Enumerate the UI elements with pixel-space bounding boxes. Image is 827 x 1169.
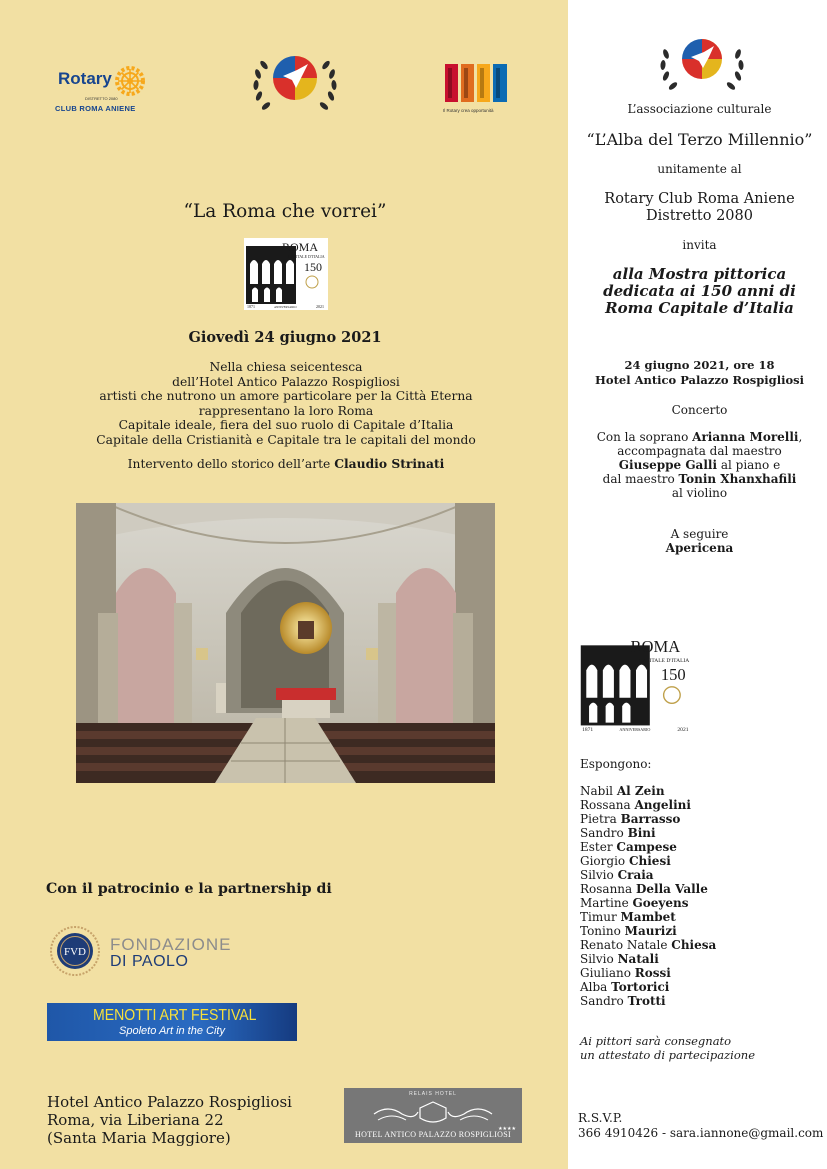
artist-last: Bini <box>627 826 656 840</box>
mostra-line: dedicata ai 150 anni di <box>603 282 796 300</box>
artist-last: Tortorici <box>611 980 670 994</box>
note-line: un attestato di partecipazione <box>580 1048 755 1062</box>
relais-stars: ★★★★ <box>498 1126 516 1132</box>
roma-150-logo-icon <box>244 238 328 310</box>
event-where: Hotel Antico Palazzo Rospigliosi <box>595 373 804 387</box>
artist-first: Rosanna <box>580 882 633 896</box>
colored-doors-icon <box>443 60 513 106</box>
unitamente-label: unitamente al <box>657 162 742 176</box>
alba-laurel-logo-small-icon <box>657 36 747 98</box>
concerto-label: Concerto <box>671 403 728 417</box>
address-line: (Santa Maria Maggiore) <box>47 1129 231 1147</box>
artist-first: Giorgio <box>580 854 626 868</box>
list-item <box>580 994 716 1008</box>
roma-150-logo-large-icon <box>578 634 694 734</box>
patrocinio-heading: Con il patrocinio e la partnership di <box>46 881 332 897</box>
artist-last: Barrasso <box>620 812 681 826</box>
rotary-club-name-right: Rotary Club Roma Aniene <box>604 191 795 207</box>
description-line: dell’Hotel Antico Palazzo Rospigliosi <box>172 374 400 389</box>
list-item <box>580 854 716 868</box>
artist-last: Al Zein <box>616 784 665 798</box>
artist-first: Silvio <box>580 868 614 882</box>
rotary-club-logo <box>55 62 155 117</box>
artist-first: Ester <box>580 840 613 854</box>
artist-last: Campese <box>616 840 677 854</box>
list-item <box>580 938 716 952</box>
artist-last: Chiesi <box>628 854 671 868</box>
menotti-art-festival-banner <box>47 1003 297 1041</box>
distretto-label: Distretto 2080 <box>646 208 753 224</box>
roma-150-word: ROMA <box>630 637 681 657</box>
artist-first: Silvio <box>580 952 614 966</box>
note-line: Ai pittori sarà consegnato <box>580 1034 732 1048</box>
pianist-name: Giuseppe Galli <box>618 458 718 472</box>
list-item <box>580 882 716 896</box>
roma-150-year-end: 2021 <box>316 304 324 309</box>
event-title: “La Roma che vorrei” <box>183 201 387 222</box>
mostra-line: Roma Capitale d’Italia <box>605 299 794 317</box>
seguire-label: A seguire <box>670 527 729 541</box>
artist-last: Goeyens <box>632 896 689 910</box>
event-when-where <box>577 358 822 388</box>
roma-150-year-end: 2021 <box>677 726 689 733</box>
list-item <box>580 952 716 966</box>
violinist-name: Tonin Xhanxhafili <box>678 472 797 486</box>
rotary-club-block <box>577 191 822 225</box>
assoc-name: “L’Alba del Terzo Millennio” <box>586 130 813 149</box>
doors-caption: Il Rotary crea opportunità <box>443 108 494 113</box>
artist-first: Pietra <box>580 812 617 826</box>
apericena-label: Apericena <box>665 541 734 555</box>
mostra-line: alla Mostra pittorica <box>612 265 787 283</box>
concerto-text: Con la soprano <box>596 430 693 444</box>
roma-150-number: 150 <box>304 260 322 274</box>
event-when: 24 giugno 2021, ore 18 <box>624 358 775 372</box>
relais-bottom: HOTEL ANTICO PALAZZO ROSPIGLIOSI <box>355 1130 511 1139</box>
espongono-heading: Espongono: <box>580 757 652 771</box>
roma-150-anniversario: ANNIVERSARIO <box>619 726 651 732</box>
event-date: Giovedì 24 giugno 2021 <box>188 329 382 346</box>
artist-first: Alba <box>580 980 608 994</box>
artist-first: Sandro <box>580 994 624 1008</box>
concerto-line <box>577 430 822 444</box>
rotary-club-name: CLUB ROMA ANIENE <box>55 104 136 113</box>
rotary-wheel-icon <box>113 64 147 98</box>
description-line: Nella chiesa seicentesca <box>209 360 363 374</box>
artist-last: Natali <box>617 952 659 966</box>
concerto-line: accompagnata dal maestro <box>617 444 782 458</box>
artist-last: Della Valle <box>636 882 708 896</box>
attestato-note <box>580 1034 755 1062</box>
list-item <box>580 910 716 924</box>
artists-list <box>580 784 716 1008</box>
mostra-title <box>577 266 822 317</box>
list-item <box>580 896 716 910</box>
roma-150-capitale: CAPITALE D'ITALIA <box>638 657 690 664</box>
address-line: Hotel Antico Palazzo Rospigliosi <box>47 1093 292 1111</box>
artist-first: Tonino <box>580 924 621 938</box>
roma-150-year-start: 1871 <box>247 304 255 309</box>
artist-last: Rossi <box>634 966 671 980</box>
rsvp-label: R.S.V.P. <box>578 1111 623 1125</box>
assoc-label: L’associazione culturale <box>627 102 772 116</box>
list-item <box>580 798 716 812</box>
list-item <box>580 980 716 994</box>
list-item <box>580 826 716 840</box>
roma-150-anniversario: ANNIVERSARIO <box>274 305 297 309</box>
rsvp-contact[interactable]: 366 4910426 - sara.iannone@gmail.com <box>578 1126 824 1140</box>
rotary-district: DISTRETTO 2080 <box>85 96 118 101</box>
fondazione-seal-icon <box>47 925 103 977</box>
relais-top: RELAIS HOTEL <box>409 1091 457 1097</box>
event-description <box>76 360 496 447</box>
artist-last: Craia <box>617 868 654 882</box>
address-line: Roma, via Liberiana 22 <box>47 1111 224 1129</box>
fondazione-badge-text: FVD <box>63 946 87 958</box>
fondazione-line1: FONDAZIONE <box>110 935 232 954</box>
list-item <box>580 784 716 798</box>
artist-last: Chiesa <box>671 938 717 952</box>
artist-first: Giuliano <box>580 966 631 980</box>
church-interior-photo <box>76 503 495 783</box>
artist-first: Sandro <box>580 826 624 840</box>
artist-first: Nabil <box>580 784 614 798</box>
description-line: rappresentano la loro Roma <box>198 403 374 418</box>
relais-crest-icon <box>368 1100 498 1126</box>
roma-150-word: ROMA <box>282 240 319 254</box>
rsvp-block <box>578 1111 823 1141</box>
fondazione-line2: DI PAOLO <box>110 953 189 970</box>
roma-150-year-start: 1871 <box>582 726 594 733</box>
intervento-line <box>76 456 496 471</box>
alba-laurel-logo-icon <box>250 52 340 120</box>
rotary-wordmark: Rotary <box>58 69 112 88</box>
artist-last: Trotti <box>627 994 666 1008</box>
artist-first: Timur <box>580 910 617 924</box>
concerto-text: dal maestro <box>602 472 679 486</box>
artist-last: Mambet <box>620 910 676 924</box>
list-item <box>580 840 716 854</box>
roma-150-number: 150 <box>660 664 686 684</box>
description-line: artisti che nutrono un amore particolare per la Città Eterna <box>99 389 473 403</box>
concerto-text: al piano e <box>717 458 781 472</box>
list-item <box>580 966 716 980</box>
description-line: Capitale della Cristianità e Capitale tra le capitali del mondo <box>96 432 476 447</box>
concerto-line: al violino <box>671 486 728 500</box>
list-item <box>580 924 716 938</box>
soprano-name: Arianna Morelli <box>692 430 799 444</box>
concerto-line <box>577 458 822 472</box>
relais-hotel-logo <box>344 1088 522 1143</box>
artist-first: Martine <box>580 896 629 910</box>
menotti-title: MENOTTI ART FESTIVAL <box>93 1007 257 1024</box>
roma-150-capitale: CAPITALE D'ITALIA <box>288 254 325 259</box>
list-item <box>580 868 716 882</box>
artist-first: Renato Natale <box>580 938 668 952</box>
apericena-block <box>577 527 822 555</box>
invita-label: invita <box>682 238 717 252</box>
list-item <box>580 812 716 826</box>
venue-address <box>47 1093 292 1147</box>
artist-last: Angelini <box>634 798 691 812</box>
artist-first: Rossana <box>580 798 631 812</box>
artist-last: Maurizi <box>624 924 677 938</box>
concerto-details <box>577 430 822 500</box>
concerto-line <box>577 472 822 486</box>
intervento-name: Claudio Strinati <box>334 456 445 471</box>
description-line: Capitale ideale, fiera del suo ruolo di Capitale d’Italia <box>118 418 454 432</box>
menotti-subtitle: Spoleto Art in the City <box>119 1025 225 1037</box>
rotary-opportunity-logo <box>443 60 523 120</box>
concerto-text: , <box>798 430 803 444</box>
intervento-prefix: Intervento dello storico dell’arte <box>127 457 331 471</box>
